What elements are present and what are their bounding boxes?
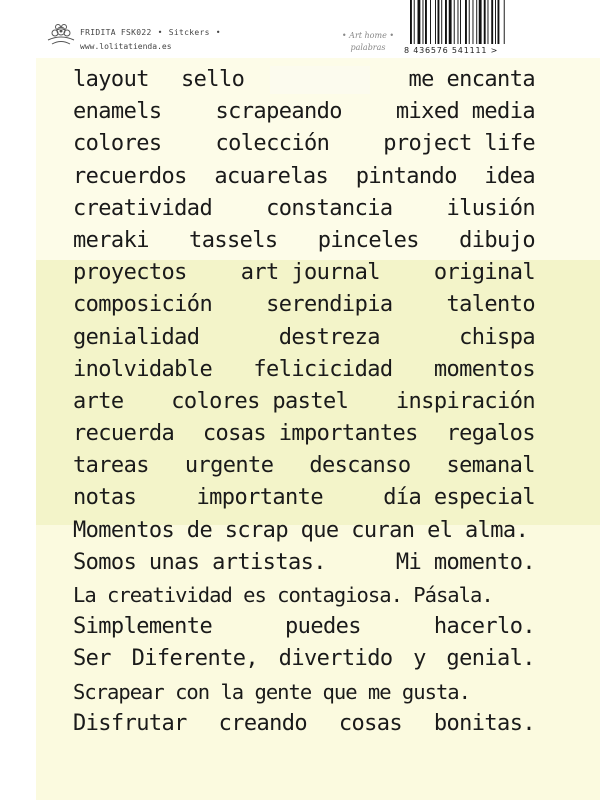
sticker-word: puedes	[285, 614, 361, 640]
sticker-word: original	[433, 260, 535, 286]
sticker-word: genialidad	[73, 324, 200, 350]
sticker-row	[73, 676, 535, 708]
sticker-word: project life	[383, 131, 535, 157]
sticker-word: cosas	[338, 710, 403, 736]
sticker-word: creando	[218, 710, 308, 736]
sticker-row	[73, 482, 535, 514]
sticker-word: Scrapear con la gente que me gusta.	[73, 679, 470, 704]
sticker-word: regalos	[446, 421, 535, 447]
sticker-row	[73, 161, 535, 193]
product-header	[0, 0, 600, 58]
sticker-word: recuerda	[73, 421, 175, 447]
sticker-word: bonitas.	[433, 710, 535, 736]
sticker-word: proyectos	[73, 260, 187, 286]
sticker-word: pintando	[355, 163, 457, 189]
sticker-word: colores pastel	[171, 388, 349, 414]
sticker-word: urgente	[184, 453, 274, 479]
sticker-row	[73, 611, 535, 643]
sticker-word: Momentos de scrap que curan el alma.	[73, 517, 529, 543]
sticker-word: descanso	[309, 453, 411, 479]
sticker-row	[73, 418, 535, 450]
sticker-word: Somos unas artistas.	[73, 549, 326, 575]
sticker-row	[73, 64, 535, 96]
sticker-word: destreza	[278, 324, 380, 350]
sticker-word: tassels	[189, 227, 278, 253]
sticker-row	[73, 96, 535, 128]
sticker-word: meraki	[73, 227, 149, 253]
sticker-row	[73, 515, 535, 547]
sticker-word: inolvidable	[73, 356, 213, 382]
flower-logo-icon	[44, 22, 78, 48]
sticker-word: art journal	[240, 260, 380, 286]
sticker-word: Mi momento.	[395, 549, 535, 575]
sticker-word: cosas importantes	[202, 421, 418, 447]
brand-info	[80, 28, 227, 37]
sticker-word: talento	[446, 292, 535, 318]
product-type: Sitckers	[168, 28, 210, 37]
sticker-row	[73, 579, 535, 611]
sticker-word: Diferente,	[131, 646, 259, 672]
sticker-word: importante	[196, 485, 323, 511]
sticker-word: enamels	[73, 99, 162, 125]
sticker-row	[73, 322, 535, 354]
word-list	[73, 64, 535, 740]
sticker-word: composición	[73, 292, 213, 318]
sticker-word: momentos	[433, 356, 535, 382]
sticker-row	[73, 354, 535, 386]
sticker-word: idea	[484, 163, 535, 189]
sticker-row	[73, 289, 535, 321]
sticker-word: chispa	[459, 324, 535, 350]
sticker-row	[73, 128, 535, 160]
barcode-icon	[408, 0, 544, 44]
sticker-word: notas	[73, 485, 137, 511]
sticker-word: pinceles	[317, 227, 419, 253]
separator-dot: •	[215, 28, 221, 37]
sticker-word: tareas	[73, 453, 149, 479]
sticker-row	[73, 193, 535, 225]
sticker-word: sello	[181, 67, 245, 92]
sticker-word: semanal	[446, 453, 535, 479]
sticker-row	[73, 547, 535, 579]
sticker-row	[73, 708, 535, 740]
sticker-word: creatividad	[73, 195, 213, 221]
brand-website: www.lolitatienda.es	[80, 42, 172, 51]
sticker-word: me encanta	[408, 67, 535, 92]
sticker-word: La creatividad es contagiosa. Pásala.	[73, 583, 493, 607]
sticker-word: hacerlo.	[433, 614, 535, 640]
sticker-word: dibujo	[459, 227, 535, 253]
separator-dot: •	[157, 28, 163, 37]
sticker-word: Ser	[73, 646, 111, 672]
sticker-word: inspiración	[395, 388, 535, 414]
sticker-row	[73, 643, 535, 675]
sticker-row	[73, 257, 535, 289]
sticker-word: scrapeando	[215, 99, 342, 125]
sticker-word: layout	[73, 67, 149, 92]
sticker-word: día especial	[383, 485, 535, 511]
sticker-row	[73, 386, 535, 418]
sticker-word: y	[413, 646, 426, 672]
sticker-word: felicicidad	[253, 356, 393, 382]
sticker-word: constancia	[266, 195, 393, 221]
sticker-word: serendipia	[266, 292, 393, 318]
sticker-word: divertido	[278, 646, 393, 672]
sticker-row	[73, 225, 535, 257]
sticker-row	[73, 450, 535, 482]
sticker-word: colores	[73, 131, 162, 157]
sticker-word: arte	[73, 388, 124, 414]
product-code: FRIDITA FSK022	[80, 28, 152, 37]
sticker-word: genial.	[446, 646, 535, 672]
sticker-word: mixed media	[395, 99, 535, 125]
barcode-number: 8 436576 541111 >	[404, 46, 499, 55]
sticker-word: recuerdos	[73, 163, 187, 189]
collection-name: • Art home •	[341, 31, 395, 40]
sticker-word: Simplemente	[73, 614, 213, 640]
sticker-word: colección	[215, 131, 330, 157]
sticker-word: ilusión	[446, 195, 535, 221]
collection-stamp	[333, 30, 403, 54]
collection-subtitle: palabras	[350, 43, 386, 52]
sticker-word: acuarelas	[214, 163, 329, 189]
sticker-word: Disfrutar	[73, 710, 187, 736]
